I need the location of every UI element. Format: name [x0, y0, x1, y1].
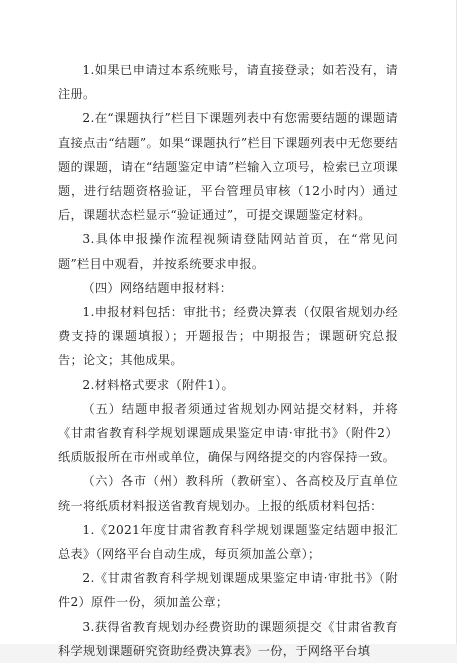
paragraph-approval-form: 2.《甘肃省教育科学规划课题成果鉴定申请·审批书》（附件2）原件一份，须加盖公章；: [58, 571, 398, 610]
section-heading-online-materials: （四）网络结题申报材料：: [82, 280, 233, 295]
paragraph-materials-list: 1.申报材料包括：审批书；经费决算表（仅限省规划办经费支持的课题填报）；开题报告；中期报告；课题研究总报告；论文；其他成果。: [58, 305, 398, 368]
paragraph-project-completion: 2.在“课题执行”栏目下课题列表中有您需要结题的课题请直接点击“结题”。如果“课题执行”栏目下课题列表中无您要结题的课题，请在“结题鉴定申请”栏输入立项号，检索已立项课题，进行结题资格验证，平台管理员审核（12小时内）通过后，课题状态栏显示“验证通过”，可提交课题鉴定材料。: [58, 111, 398, 223]
section-submission-requirement: （五）结题申报者须通过省规划办网站提交材料，并将《甘肃省教育科学规划课题成果鉴定申请·审批书》（附件2）纸质版报所在市州或单位，确保与网络提交的内容保持一致。: [58, 401, 398, 465]
document-body: [58, 58, 398, 663]
paragraph-expense-report: 3.获得省教育规划办经费资助的课题须提交《甘肃省教育科学规划课题研究资助经费决算表》一份，于网络平台填: [58, 619, 398, 658]
paragraph-summary-table: 1.《2021年度甘肃省教育科学规划课题鉴定结题申报汇总表》（网络平台自动生成，每页须加盖公章）；: [58, 522, 398, 562]
paragraph-video-guide: 3.具体申报操作流程视频请登陆网站首页，在“常见问题”栏目中观看，并按系统要求申报。: [58, 232, 398, 271]
section-paper-materials: （六）各市（州）教科所（教研室）、各高校及厅直单位统一将纸质材料报送省教育规划办。上报的纸质材料包括：: [58, 474, 398, 513]
paragraph-format-requirements: 2.材料格式要求（附件1）。: [82, 377, 234, 392]
paragraph-login-instructions: 1.如果已申请过本系统账号，请直接登录；如若没有，请注册。: [58, 63, 398, 102]
